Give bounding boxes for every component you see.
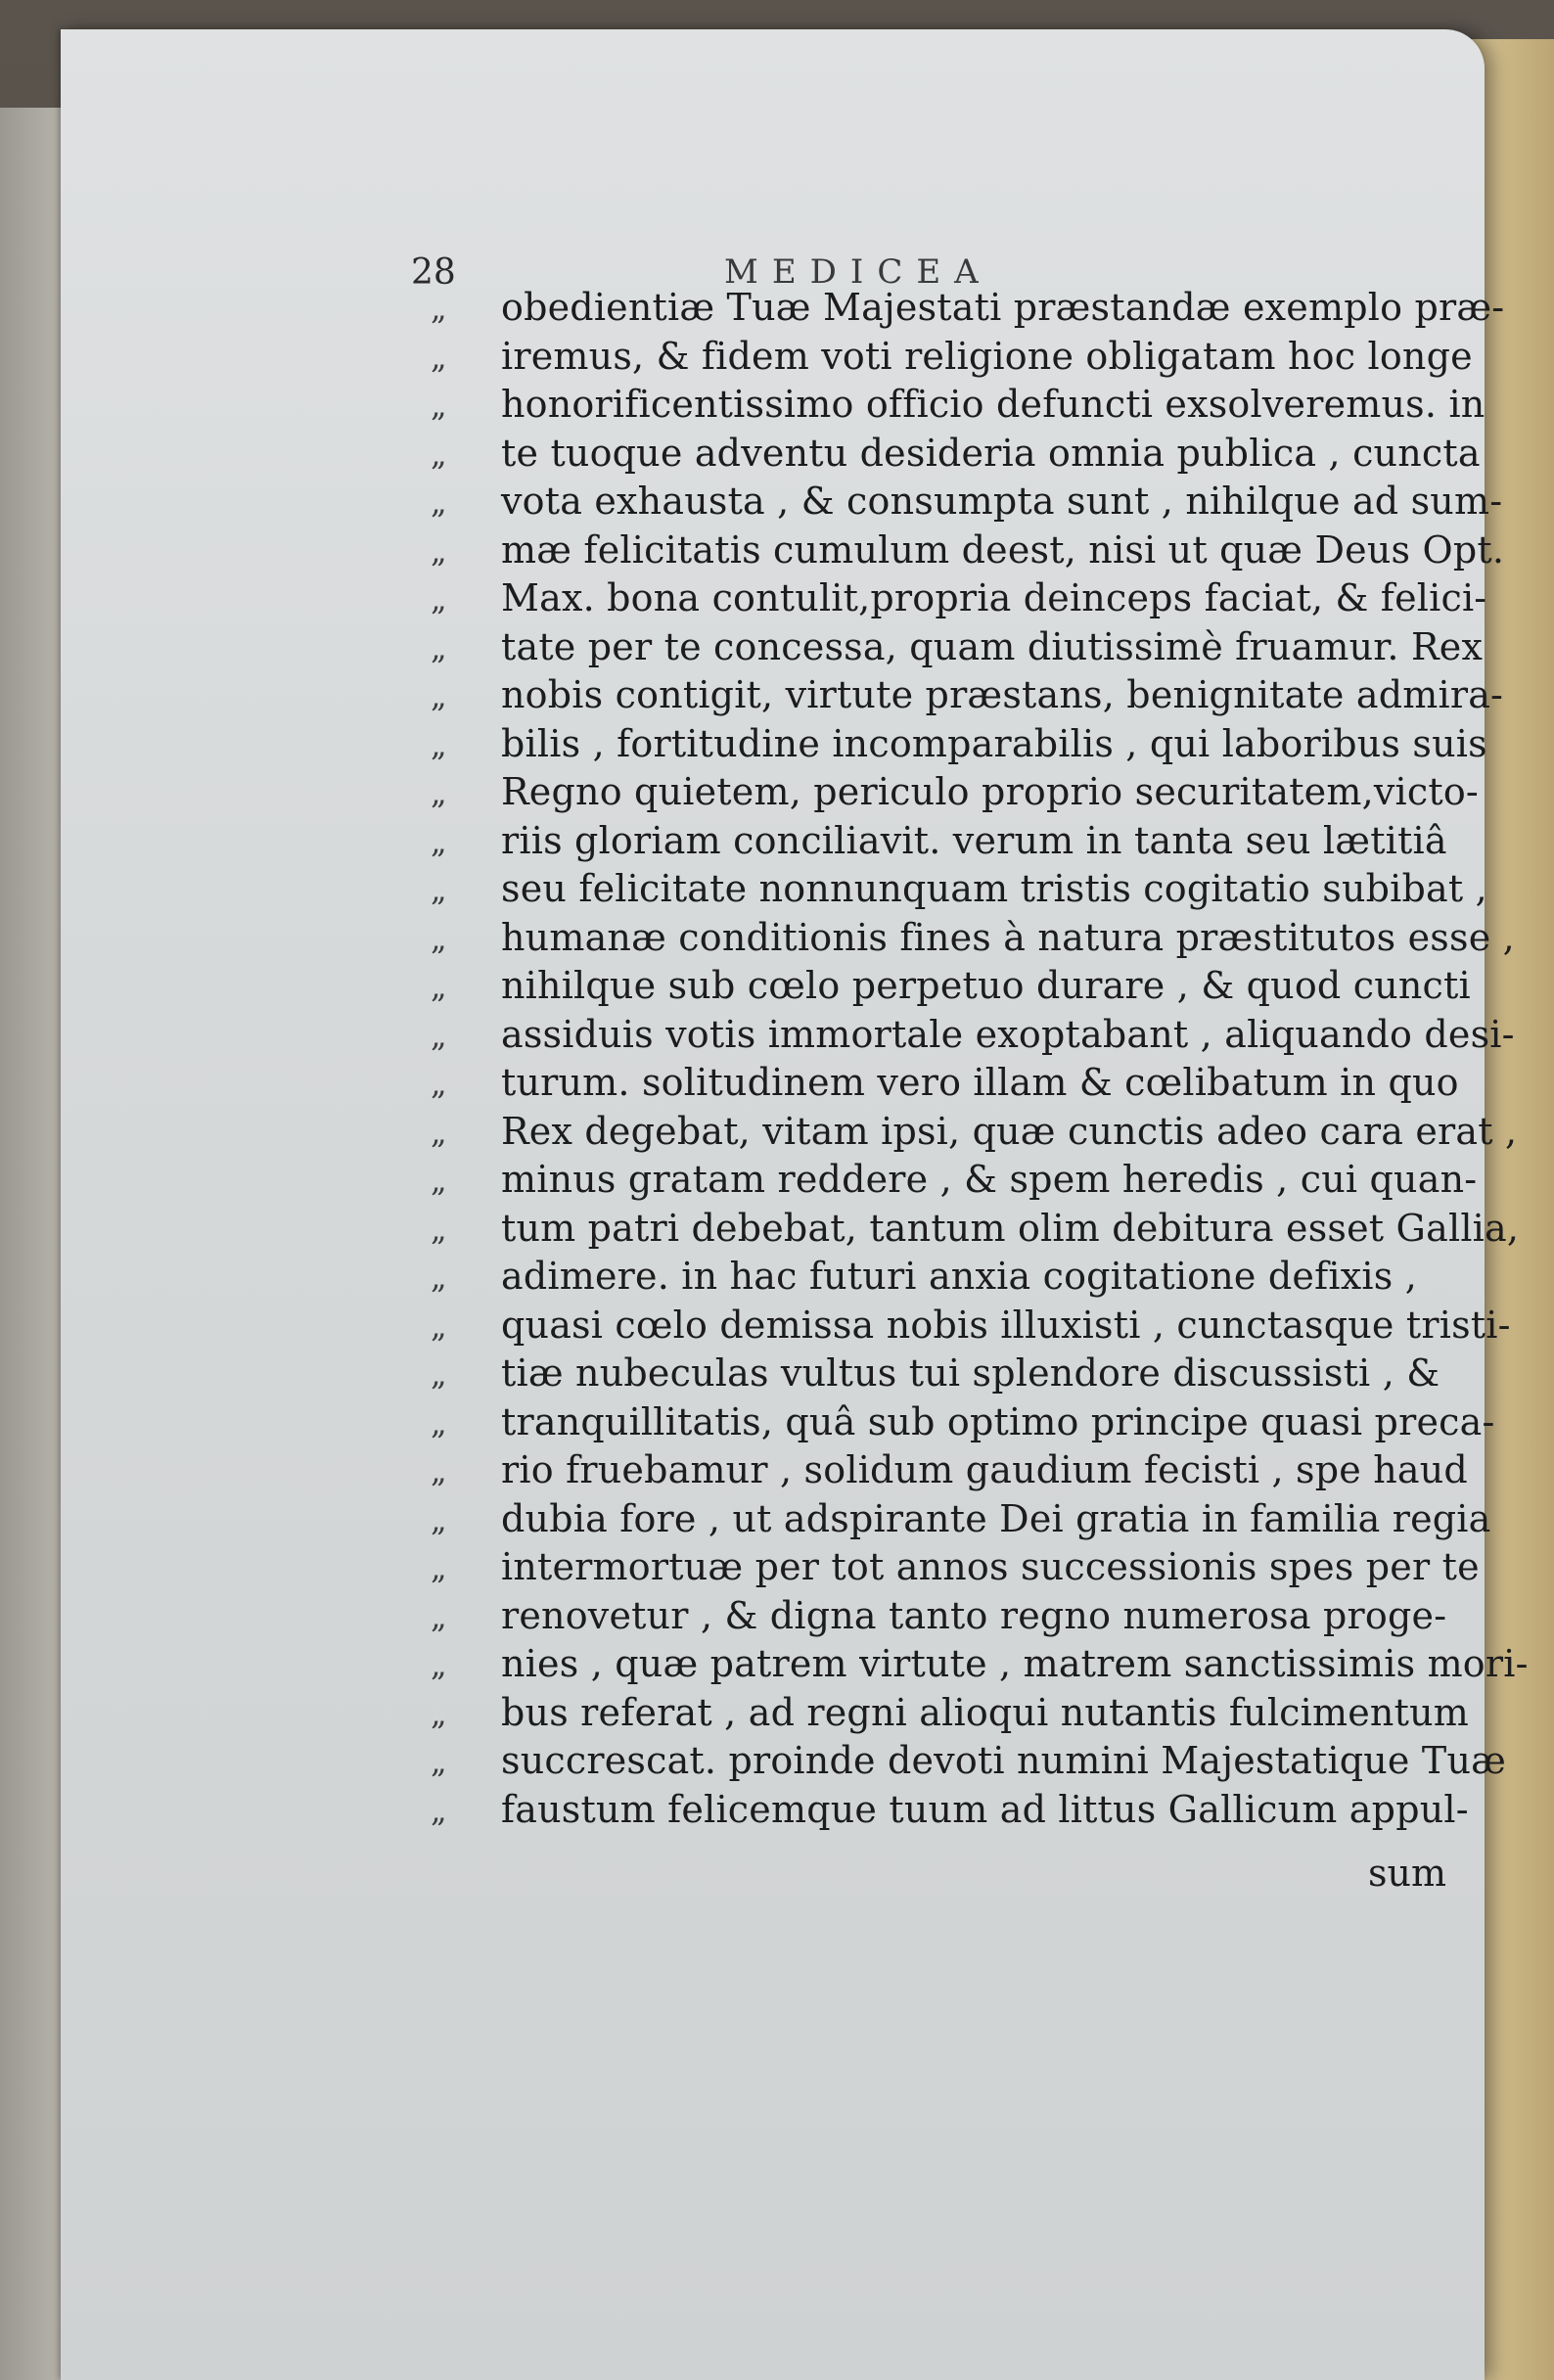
quotation-mark: „ [431, 580, 447, 618]
text-line [431, 720, 1487, 769]
quotation-mark: „ [431, 968, 447, 1005]
text-line [431, 1350, 1440, 1398]
text-line [431, 1205, 1520, 1254]
line-text: mæ felicitatis cumulum deest, nisi ut quæ Deus Opt. [501, 527, 1505, 572]
line-text: te tuoque adventu desideria omnia publica , cuncta [501, 431, 1481, 475]
text-line [431, 1059, 1459, 1108]
line-text: vota exhausta , & consumpta sunt , nihilque ad sum- [501, 480, 1503, 523]
quotation-mark: „ [431, 1016, 447, 1054]
text-line [431, 865, 1487, 914]
text-line [431, 1786, 1469, 1835]
line-text: nies , quæ patrem virtute , matrem sanctissimis mori- [501, 1642, 1529, 1685]
text-line [431, 962, 1471, 1011]
quotation-mark: „ [431, 871, 447, 908]
quotation-mark: „ [431, 1452, 447, 1489]
text-line [431, 574, 1487, 623]
quotation-mark: „ [431, 1791, 447, 1829]
quotation-mark: „ [431, 919, 447, 957]
text-line [431, 623, 1484, 672]
line-text: tum patri debebat, tantum olim debitura esset Gallia, [501, 1206, 1520, 1250]
quotation-mark: „ [431, 1210, 447, 1248]
text-line [431, 1156, 1478, 1205]
text-line [431, 817, 1447, 866]
text-line [431, 768, 1479, 817]
line-text: assiduis votis immortale exoptabant , aliquando desi- [501, 1012, 1515, 1056]
text-line [431, 526, 1505, 575]
quotation-mark: „ [431, 290, 447, 327]
line-text: dubia fore , ut adspirante Dei gratia in familia regia [501, 1496, 1491, 1540]
quotation-mark: „ [431, 1306, 447, 1345]
text-line [431, 1302, 1511, 1350]
quotation-mark: „ [431, 774, 447, 811]
quotation-mark: „ [431, 483, 447, 521]
page-stack-left [0, 108, 69, 2380]
line-text: faustum felicemque tuum ad littus Gallicum appul- [501, 1787, 1469, 1831]
text-line [431, 914, 1515, 963]
line-text: turum. solitudinem vero illam & cœlibatum in quo [501, 1061, 1459, 1104]
quotation-mark: „ [431, 1113, 447, 1151]
page-number: 28 [411, 252, 456, 293]
text-line [431, 478, 1503, 526]
running-title: MEDICEA [724, 252, 992, 292]
quotation-mark: „ [431, 1646, 447, 1683]
line-text: renovetur , & digna tanto regno numerosa proge- [501, 1593, 1447, 1637]
quotation-mark: „ [431, 822, 447, 860]
line-text: rio fruebamur , solidum gaudium fecisti , spe haud [501, 1448, 1468, 1491]
line-text: minus gratam reddere , & spem heredis , cui quan- [501, 1158, 1478, 1201]
line-text: intermortuæ per tot annos successionis spes per te [501, 1545, 1480, 1588]
quotation-mark: „ [431, 435, 447, 473]
text-line [431, 1108, 1518, 1157]
line-text: tiæ nubeculas vultus tui splendore discussisti , & [501, 1351, 1440, 1395]
text-line [431, 381, 1485, 430]
catchword: sum [1368, 1852, 1447, 1895]
quotation-mark: „ [431, 628, 447, 666]
text-line [431, 1446, 1468, 1495]
text-line [431, 1011, 1515, 1060]
text-line [431, 1592, 1447, 1641]
line-text: quasi cœlo demissa nobis illuxisti , cunctasque tristi- [501, 1303, 1511, 1347]
line-text: bus referat , ad regni alioqui nutantis fulcimentum [501, 1690, 1469, 1734]
line-text: riis gloriam conciliavit. verum in tanta seu lætitiâ [501, 818, 1447, 862]
line-text: nobis contigit, virtute præstans, benignitate admira- [501, 673, 1504, 716]
quotation-mark: „ [431, 677, 447, 714]
quotation-mark: „ [431, 1065, 447, 1102]
line-text: obedientiæ Tuæ Majestati præstandæ exemplo præ- [501, 286, 1505, 329]
line-text: succrescat. proinde devoti numini Majestatique Tuæ [501, 1739, 1507, 1782]
quotation-mark: „ [431, 1743, 447, 1780]
line-text: Max. bona contulit,propria deinceps faciat, & felici- [501, 576, 1487, 619]
text-line [431, 1543, 1480, 1592]
quotation-mark: „ [431, 531, 447, 570]
text-line [431, 1689, 1469, 1738]
line-text: iremus, & fidem voti religione obligatam hoc longe [501, 334, 1473, 378]
quotation-mark: „ [431, 725, 447, 763]
text-block [431, 284, 1529, 1834]
line-text: bilis , fortitudine incomparabilis , qui laboribus suis [501, 721, 1487, 765]
quotation-mark: „ [431, 1694, 447, 1732]
line-text: adimere. in hac futuri anxia cogitatione defixis , [501, 1255, 1417, 1298]
quotation-mark: „ [431, 1500, 447, 1538]
quotation-mark: „ [431, 1259, 447, 1296]
line-text: humanæ conditionis fines à natura præstitutos esse , [501, 915, 1515, 959]
text-line [431, 671, 1504, 720]
line-text: Regno quietem, periculo proprio securitatem,victo- [501, 770, 1479, 813]
text-line [431, 1253, 1429, 1302]
text-line [431, 1640, 1529, 1689]
line-text: honorificentissimo officio defuncti exsolveremus. in [501, 383, 1485, 426]
quotation-mark: „ [431, 387, 447, 424]
line-text: tate per te concessa, quam diutissimè fruamur. Rex [501, 624, 1484, 668]
quotation-mark: „ [431, 1549, 447, 1586]
text-line [431, 1495, 1491, 1544]
quotation-mark: „ [431, 1597, 447, 1635]
text-line [431, 430, 1481, 479]
line-text: tranquillitatis, quâ sub optimo principe quasi preca- [501, 1399, 1495, 1443]
quotation-mark: „ [431, 1162, 447, 1199]
quotation-mark: „ [431, 1355, 447, 1393]
line-text: Rex degebat, vitam ipsi, quæ cunctis adeo cara erat , [501, 1109, 1518, 1153]
text-line [431, 1398, 1495, 1447]
text-line [431, 284, 1505, 333]
text-line [431, 333, 1473, 382]
line-text: nihilque sub cœlo perpetuo durare , & quod cuncti [501, 964, 1471, 1007]
text-line [431, 1737, 1507, 1786]
line-text: seu felicitate nonnunquam tristis cogitatio subibat , [501, 867, 1487, 910]
quotation-mark: „ [431, 338, 447, 376]
quotation-mark: „ [431, 1403, 447, 1442]
